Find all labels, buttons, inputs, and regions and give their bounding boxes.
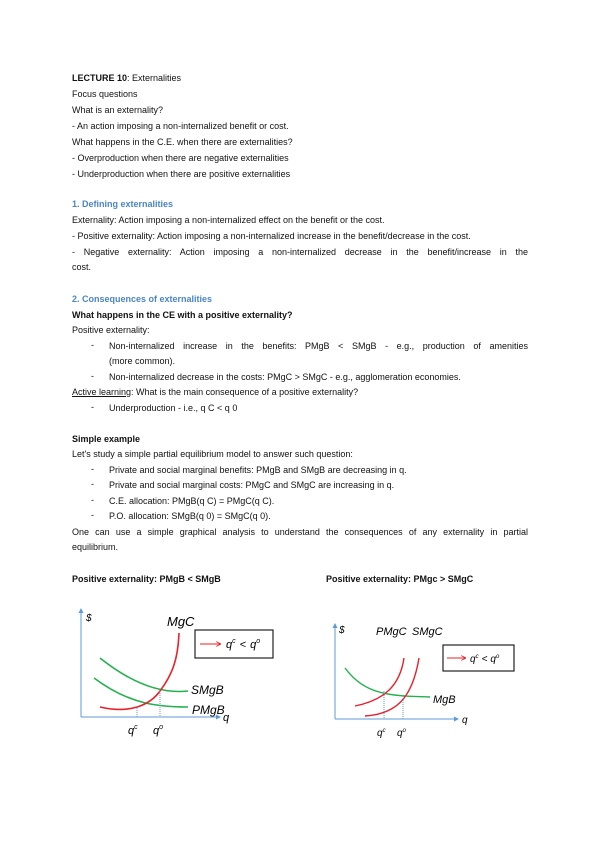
active-learning-label: Active learning — [72, 387, 132, 397]
intro-line: - Underproduction when there are positive externalities — [72, 169, 291, 179]
lecture-title — [72, 72, 181, 84]
s1-line: cost. — [72, 262, 92, 272]
example-conclusion-cont: equilibrium. — [72, 542, 119, 552]
graphs — [0, 590, 600, 770]
pmgc-curve — [355, 658, 404, 706]
curve-label-mgc: MgC — [167, 614, 195, 629]
result-text: $q^c < q^o$ — [226, 638, 261, 651]
y-axis-label: $ — [339, 625, 345, 636]
s2-question: What happens in the CE with a positive externality? — [72, 310, 293, 320]
active-learning-question: : What is the main consequence of a positive externality? — [131, 387, 359, 397]
example-conclusion: One can use a simple graphical analysis to understand the consequences of any externality in partial — [72, 527, 528, 537]
active-answer: Underproduction - i.e., q C < q 0 — [109, 403, 238, 413]
section-1-heading: 1. Defining externalities — [72, 199, 174, 209]
result-text: $q^c < q^o$ — [470, 654, 500, 665]
curve-label-mgb: MgB — [433, 694, 456, 706]
bullet-dash: - — [91, 464, 94, 474]
s1-line: - Negative externality: Action imposing a non-internalized decrease in the benefit/increase in the — [72, 247, 528, 257]
curve-label-pmgc: PMgC — [376, 626, 407, 638]
example-bullet: P.O. allocation: SMgB(q 0) = SMgC(q 0). — [109, 511, 271, 521]
qo-label: $q^o$ — [153, 724, 164, 737]
title-bold: LECTURE 10 — [72, 73, 128, 83]
example-intro: Let's study a simple partial equilibrium model to answer such question: — [72, 449, 353, 459]
s2-bullet-cont: (more common). — [109, 356, 176, 366]
x-axis-label: q — [223, 712, 230, 724]
curve-label-pmgb: PMgB — [192, 703, 225, 717]
intro-line: What is an externality? — [72, 105, 164, 115]
example-heading: Simple example — [72, 434, 141, 444]
curve-label-smgc: SMgC — [412, 626, 443, 638]
example-bullet: Private and social marginal costs: PMgC and SMgC are increasing in q. — [109, 480, 395, 490]
graph-1 — [81, 609, 273, 737]
active-learning — [72, 386, 358, 398]
bullet-dash: - — [91, 371, 94, 381]
intro-line: What happens in the C.E. when there are externalities? — [72, 137, 293, 147]
qc-label: $q^c$ — [377, 728, 386, 739]
s2-bullet: Non-internalized increase in the benefits: PMgB < SMgB - e.g., production of amenities — [109, 341, 528, 351]
graph-1-title: Positive externality: PMgB < SMgB — [72, 574, 221, 584]
bullet-dash: - — [91, 402, 94, 412]
intro-line: Focus questions — [72, 89, 138, 99]
section-2-heading: 2. Consequences of externalities — [72, 294, 213, 304]
bullet-dash: - — [91, 479, 94, 489]
bullet-dash: - — [91, 495, 94, 505]
qc-label: $q^c$ — [128, 724, 138, 737]
y-axis-label: $ — [86, 613, 92, 624]
example-bullet: Private and social marginal benefits: PMgB and SMgB are decreasing in q. — [109, 465, 407, 475]
x-axis-label: q — [462, 715, 468, 726]
mgc-curve — [100, 633, 179, 709]
s2-label: Positive externality: — [72, 325, 150, 335]
curve-label-smgb: SMgB — [191, 683, 224, 697]
pmgb-curve — [94, 678, 188, 707]
s1-line: Externality: Action imposing a non-internalized effect on the benefit or the cost. — [72, 215, 385, 225]
bullet-dash: - — [91, 340, 94, 350]
intro-line: - Overproduction when there are negative externalities — [72, 153, 289, 163]
graph-2 — [335, 624, 514, 739]
bullet-dash: - — [91, 510, 94, 520]
s2-bullet: Non-internalized decrease in the costs: PMgC > SMgC - e.g., agglomeration economies. — [109, 372, 461, 382]
intro-line: - An action imposing a non-internalized benefit or cost. — [72, 121, 289, 131]
qo-label: $q^o$ — [397, 728, 406, 739]
title-rest: : Externalities — [127, 73, 182, 83]
graph-2-title: Positive externality: PMgc > SMgC — [326, 574, 474, 584]
example-bullet: C.E. allocation: PMgB(q C) = PMgC(q C). — [109, 496, 275, 506]
s1-line: - Positive externality: Action imposing a non-internalized increase in the benefit/decrease in the cost. — [72, 231, 471, 241]
mgb-curve — [345, 668, 430, 697]
